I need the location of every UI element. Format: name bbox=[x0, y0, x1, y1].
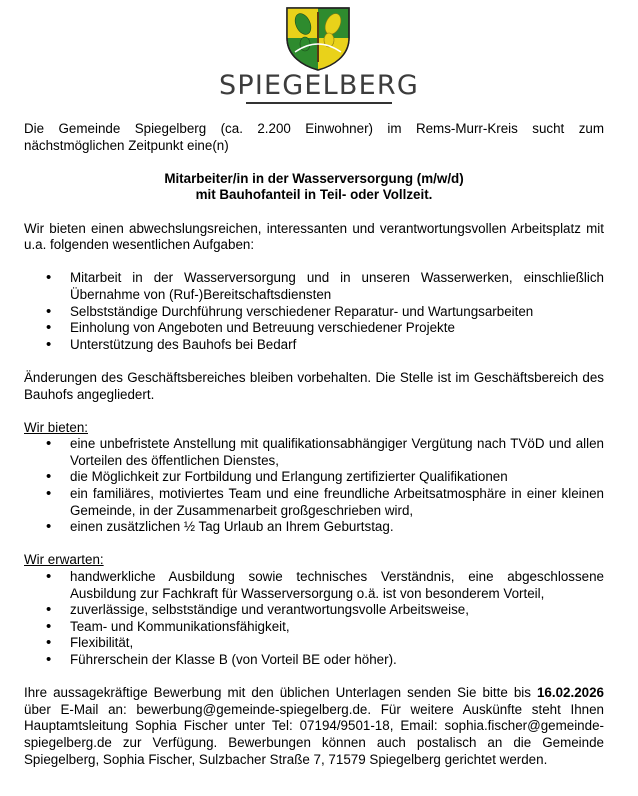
list-item: • Führerschein der Klasse B (von Vorteil BE oder höher). bbox=[24, 652, 604, 669]
municipality-wordmark: SPIEGELBERG bbox=[219, 70, 419, 101]
list-item: • Einholung von Angeboten und Betreuung verschiedener Projekte bbox=[24, 320, 604, 337]
list-item: • Selbstständige Durchführung verschiedener Reparatur- und Wartungsarbeiten bbox=[24, 304, 604, 321]
offer-intro: Wir bieten einen abwechslungsreichen, interessanten und verantwortungsvollen Arbeitsplatz mit u.a. folgenden wesentlichen Aufgaben: bbox=[24, 220, 604, 253]
application-deadline: 16.02.2026 bbox=[536, 685, 604, 701]
list-item: • zuverlässige, selbstständige und verantwortungsvolle Arbeitsweise, bbox=[24, 602, 604, 619]
job-title-line1: Mitarbeiter/in in der Wasserversorgung (m/w/d) bbox=[164, 170, 464, 186]
closing-text-start: Ihre aussagekräftige Bewerbung mit den üblichen Unterlagen senden Sie bitte bis bbox=[24, 685, 537, 701]
list-item: • einen zusätzlichen ½ Tag Urlaub an Ihrem Geburtstag. bbox=[24, 519, 604, 536]
list-item: • ein familiäres, motiviertes Team und eine freundliche Arbeitsatmosphäre in einer kleinen Gemeinde, in der Zusammenarbeit großgeschrieben wird, bbox=[24, 486, 604, 519]
list-item: • die Möglichkeit zur Fortbildung und Erlangung zertifizierter Qualifikationen bbox=[24, 469, 604, 486]
municipality-crest-logo bbox=[283, 4, 353, 72]
changes-note: Änderungen des Geschäftsbereiches bleiben vorbehalten. Die Stelle ist im Geschäftsbereich des Bauhofs angegliedert. bbox=[24, 369, 604, 402]
list-item: • Mitarbeit in der Wasserversorgung und in unseren Wasserwerken, einschließlich Übernahme von (Ruf-)Bereitschaftsdiensten bbox=[24, 270, 604, 303]
we-expect-heading: Wir erwarten: bbox=[24, 552, 104, 568]
list-item: • eine unbefristete Anstellung mit qualifikationsabhängiger Vergütung nach TVöD und allen Vorteilen des öffentlichen Dienstes, bbox=[24, 436, 604, 469]
list-item: • Flexibilität, bbox=[24, 635, 604, 652]
wordmark-underline bbox=[246, 102, 392, 104]
list-item: • Team- und Kommunikationsfähigkeit, bbox=[24, 619, 604, 636]
tasks-list bbox=[24, 270, 604, 353]
intro-text: Die Gemeinde Spiegelberg (ca. 2.200 Einwohner) im Rems-Murr-Kreis sucht zum nächstmöglichen Zeitpunkt eine(n) bbox=[24, 121, 604, 153]
we-offer-heading: Wir bieten: bbox=[24, 419, 88, 435]
we-offer-list bbox=[24, 436, 604, 536]
job-posting bbox=[24, 121, 604, 768]
closing-text-end: über E-Mail an: bewerbung@gemeinde-spiegelberg.de. Für weitere Auskünfte steht Ihnen Hauptamtsleitung Sophia Fischer unter Tel: 07194/9501-18, Email: sophia.fischer@gemeinde-spiegelberg.de zur Verfügung. Bewerbungen können auch postalisch an die Gemeinde Spiegelberg, Sophia Fischer, Sulzbacher Straße 7, 71579 Spiegelberg gerichtet werden. bbox=[24, 701, 604, 767]
list-item: • Unterstützung des Bauhofs bei Bedarf bbox=[24, 337, 604, 354]
closing-paragraph bbox=[24, 685, 604, 768]
job-title-line2: mit Bauhofanteil in Teil- oder Vollzeit. bbox=[195, 187, 433, 203]
we-expect-list bbox=[24, 569, 604, 669]
list-item: • handwerkliche Ausbildung sowie technisches Verständnis, eine abgeschlossene Ausbildung zur Fachkraft für Wasserversorgung o.ä. ist von besonderem Vorteil, bbox=[24, 569, 604, 602]
